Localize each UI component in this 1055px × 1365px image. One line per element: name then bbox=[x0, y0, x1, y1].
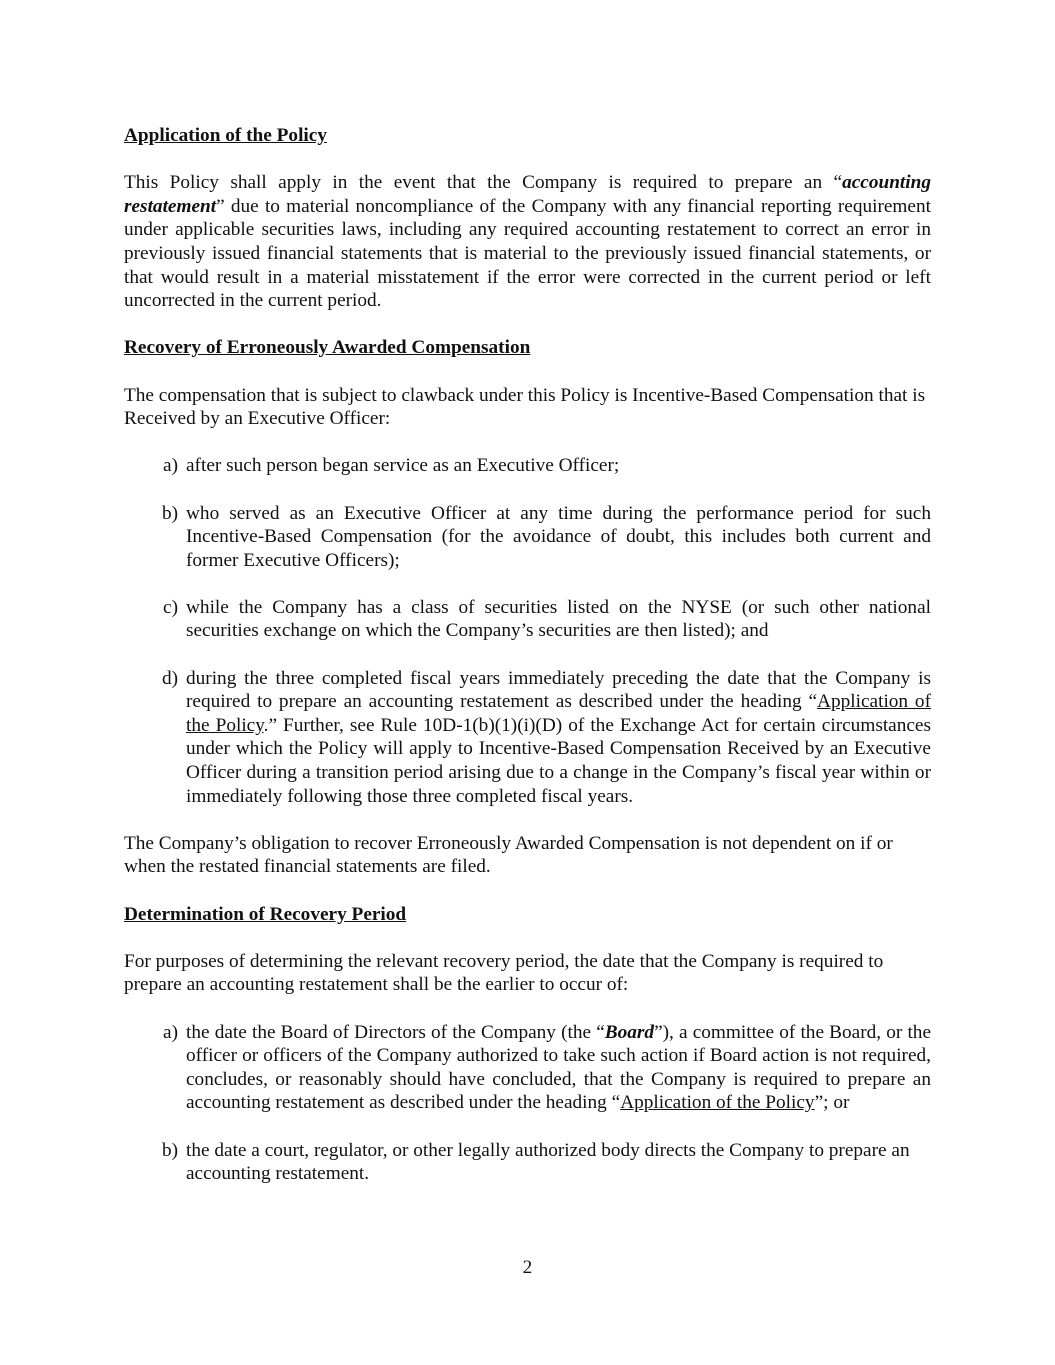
cross-reference-link[interactable]: Application of the Policy bbox=[186, 691, 931, 736]
determination-intro: For purposes of determining the relevant recovery period, the date that the Company is required to prepare an accounting restatement shall be the earlier to occur of: bbox=[124, 950, 884, 996]
recovery-list bbox=[124, 454, 931, 808]
text: This Policy shall apply in the event that the Company is required to prepare an “ bbox=[124, 172, 843, 194]
text: .” Further, see Rule 10D-1(b)(1)(i)(D) of the Exchange Act for certain circumstances under which the Policy will apply to Incentive-Based Compensation Received by an Executive Officer during a transition period arising due to a change in the Company’s fiscal year within or immediately following those three completed fiscal years. bbox=[186, 714, 931, 807]
defined-term: Board bbox=[604, 1021, 655, 1043]
list-marker: c) bbox=[163, 596, 178, 618]
list-item bbox=[124, 667, 931, 809]
section-heading-application: Application of the Policy bbox=[124, 125, 327, 146]
list-item bbox=[124, 502, 931, 573]
list-item-text bbox=[186, 1021, 931, 1115]
list-item bbox=[124, 1021, 931, 1115]
recovery-intro: The compensation that is subject to clawback under this Policy is Incentive-Based Compensation that is Received by an Executive Officer: bbox=[124, 384, 926, 430]
application-paragraph bbox=[124, 171, 931, 313]
list-item-text: while the Company has a class of securities listed on the NYSE (or such other national securities exchange on which the Company’s securities are then listed); and bbox=[186, 596, 931, 642]
list-marker: a) bbox=[163, 455, 178, 477]
document-page bbox=[124, 124, 931, 1209]
section-heading-recovery: Recovery of Erroneously Awarded Compensation bbox=[124, 337, 531, 359]
text: the date the Board of Directors of the Company (the “ bbox=[186, 1021, 605, 1043]
list-marker: b) bbox=[161, 1139, 178, 1161]
list-marker: a) bbox=[163, 1021, 178, 1043]
determination-list bbox=[124, 1021, 931, 1186]
text: ”), a committee of the Board, or the officer or officers of the Company authorized to take such action if Board action is not required, concludes, or reasonably should have concluded, that the Company is required to prepare an accounting restatement as described under the heading “ bbox=[186, 1021, 932, 1114]
list-item-text bbox=[186, 667, 931, 809]
list-item-text: after such person began service as an Executive Officer; bbox=[186, 455, 620, 477]
text: during the three completed fiscal years immediately preceding the date that the Company is required to prepare an accounting restatement as described under the heading “ bbox=[186, 667, 931, 713]
list-item bbox=[124, 454, 931, 478]
section-heading-determination: Determination of Recovery Period bbox=[124, 903, 407, 925]
text: ” due to material noncompliance of the Company with any financial reporting requirement under applicable securities laws, including any required accounting restatement to correct an error in previously issued financial statements that is material to the previously issued financial statements, or that would result in a material misstatement if the error were corrected in the current period or left uncorrected in the current period. bbox=[124, 195, 931, 312]
list-marker: b) bbox=[161, 502, 178, 524]
cross-reference-link[interactable]: Application of the Policy bbox=[620, 1092, 815, 1114]
list-item bbox=[124, 1139, 931, 1186]
text: ”; or bbox=[814, 1092, 850, 1114]
list-item-text: the date a court, regulator, or other legally authorized body directs the Company to prepare an accounting restatement. bbox=[186, 1139, 910, 1185]
list-item bbox=[124, 596, 931, 643]
list-item-text: who served as an Executive Officer at any time during the performance period for such Incentive-Based Compensation (for the avoidance of doubt, this includes both current and former Executive Officers); bbox=[186, 502, 931, 571]
recovery-closing: The Company’s obligation to recover Erroneously Awarded Compensation is not dependent on if or when the restated financial statements are filed. bbox=[124, 832, 893, 878]
list-marker: d) bbox=[161, 667, 178, 689]
defined-term: accounting restatement bbox=[124, 172, 931, 217]
page-number: 2 bbox=[522, 1257, 533, 1278]
